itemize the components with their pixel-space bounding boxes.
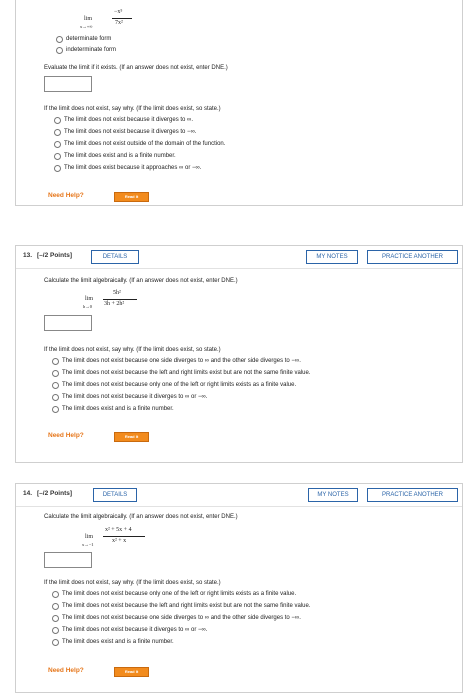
q13-details-button[interactable]: DETAILS (91, 250, 139, 264)
q14-points: [–/2 Points] (37, 490, 73, 497)
q14-why-option-2: The limit does not exist because one side diverges to ∞ and the other side diverges to −∞. (62, 615, 301, 621)
q12-why-radio-2[interactable] (54, 141, 61, 148)
q14-header (16, 484, 462, 507)
q12-limit-word: lim (84, 16, 93, 22)
q14-my-notes-button[interactable]: MY NOTES (308, 488, 358, 502)
q12-numerator: −x⁵ (114, 9, 123, 15)
q14-denominator: x² + x (112, 538, 127, 544)
q12-why-option-2: The limit does not exist outside of the domain of the function. (64, 141, 226, 147)
q13-my-notes-button[interactable]: MY NOTES (306, 250, 358, 264)
q13-points: [–/2 Points] (37, 252, 73, 259)
q14-why-radio-0[interactable] (52, 591, 59, 598)
question-14-card (15, 483, 463, 693)
q12-why-option-3: The limit does exist and is a finite number. (64, 153, 176, 159)
q13-why-option-4: The limit does exist and is a finite number. (62, 406, 174, 412)
q14-why-option-4: The limit does exist and is a finite number. (62, 639, 174, 645)
q13-practice-another-button[interactable]: PRACTICE ANOTHER (367, 250, 458, 264)
q13-why-option-2: The limit does not exist because only one of the left or right limits exists as a finite value. (62, 382, 297, 388)
q12-why-option-1: The limit does not exist because it diverges to −∞. (64, 129, 197, 135)
q12-why-radio-3[interactable] (54, 153, 61, 160)
q13-why-radio-1[interactable] (52, 370, 59, 377)
q14-why-prompt: If the limit does not exist, say why. (If the limit does exist, so state.) (44, 580, 221, 586)
q13-read-it-button[interactable]: Read It (114, 432, 149, 442)
q12-why-radio-0[interactable] (54, 117, 61, 124)
q14-limit-sub: x→−1 (82, 542, 94, 547)
q13-limit-sub: h→0 (83, 304, 92, 309)
q14-why-radio-1[interactable] (52, 603, 59, 610)
q12-answer-input[interactable] (44, 76, 92, 92)
q13-why-prompt: If the limit does not exist, say why. (If the limit does exist, so state.) (44, 347, 221, 353)
q14-why-radio-3[interactable] (52, 627, 59, 634)
q14-practice-another-button[interactable]: PRACTICE ANOTHER (367, 488, 458, 502)
q13-header (16, 246, 462, 269)
q14-why-radio-4[interactable] (52, 639, 59, 646)
q13-need-help-label: Need Help? (48, 432, 84, 439)
q13-why-option-1: The limit does not exist because the left and right limits exist but are not the same finite value. (62, 370, 311, 376)
q14-instruction: Calculate the limit algebraically. (If an answer does not exist, enter DNE.) (44, 514, 238, 520)
q13-limit-word: lim (85, 296, 94, 302)
q13-why-radio-3[interactable] (52, 394, 59, 401)
question-12-card (15, 0, 463, 206)
q14-number: 14. (23, 490, 33, 497)
q13-why-radio-4[interactable] (52, 406, 59, 413)
q14-limit-word: lim (85, 534, 94, 540)
q12-fraction-bar (112, 18, 132, 19)
q13-instruction: Calculate the limit algebraically. (If an answer does not exist, enter DNE.) (44, 278, 238, 284)
q14-answer-input[interactable] (44, 552, 92, 568)
q12-denominator: 7x² (115, 20, 123, 26)
q12-need-help-label: Need Help? (48, 192, 84, 199)
q13-why-radio-0[interactable] (52, 358, 59, 365)
q12-form-radio-1[interactable] (56, 47, 63, 54)
q13-why-option-0: The limit does not exist because one side diverges to ∞ and the other side diverges to −∞. (62, 358, 301, 364)
q12-limit-sub: x→+∞ (80, 24, 93, 29)
q13-numerator: 5h² (113, 290, 121, 296)
q14-need-help-label: Need Help? (48, 667, 84, 674)
q12-evaluate-prompt: Evaluate the limit if it exists. (If an answer does not exist, enter DNE.) (44, 65, 228, 71)
q14-fraction-bar (103, 536, 145, 537)
q13-answer-input[interactable] (44, 315, 92, 331)
q12-why-radio-4[interactable] (54, 165, 61, 172)
q12-why-prompt: If the limit does not exist, say why. (If the limit does exist, so state.) (44, 106, 221, 112)
q14-numerator: x² + 5x + 4 (105, 527, 132, 533)
q12-form-option-1: indeterminate form (66, 47, 117, 53)
q14-details-button[interactable]: DETAILS (93, 488, 137, 502)
q13-denominator: 3h + 2h² (104, 301, 125, 307)
q14-why-option-3: The limit does not exist because it diverges to ∞ or −∞. (62, 627, 208, 633)
q12-form-radio-0[interactable] (56, 36, 63, 43)
q13-why-radio-2[interactable] (52, 382, 59, 389)
q13-number: 13. (23, 252, 33, 259)
q14-why-option-1: The limit does not exist because the left and right limits exist but are not the same finite value. (62, 603, 311, 609)
q12-read-it-button[interactable]: Read It (114, 192, 149, 202)
question-13-card (15, 245, 463, 463)
q12-why-option-0: The limit does not exist because it diverges to ∞. (64, 117, 194, 123)
q12-form-option-0: determinate form (66, 36, 112, 42)
q13-fraction-bar (103, 299, 137, 300)
q13-why-option-3: The limit does not exist because it diverges to ∞ or −∞. (62, 394, 208, 400)
q12-why-option-4: The limit does exist because it approaches ∞ or −∞. (64, 165, 202, 171)
q14-why-option-0: The limit does not exist because only one of the left or right limits exists as a finite value. (62, 591, 297, 597)
q12-why-radio-1[interactable] (54, 129, 61, 136)
q14-why-radio-2[interactable] (52, 615, 59, 622)
q14-read-it-button[interactable]: Read It (114, 667, 149, 677)
